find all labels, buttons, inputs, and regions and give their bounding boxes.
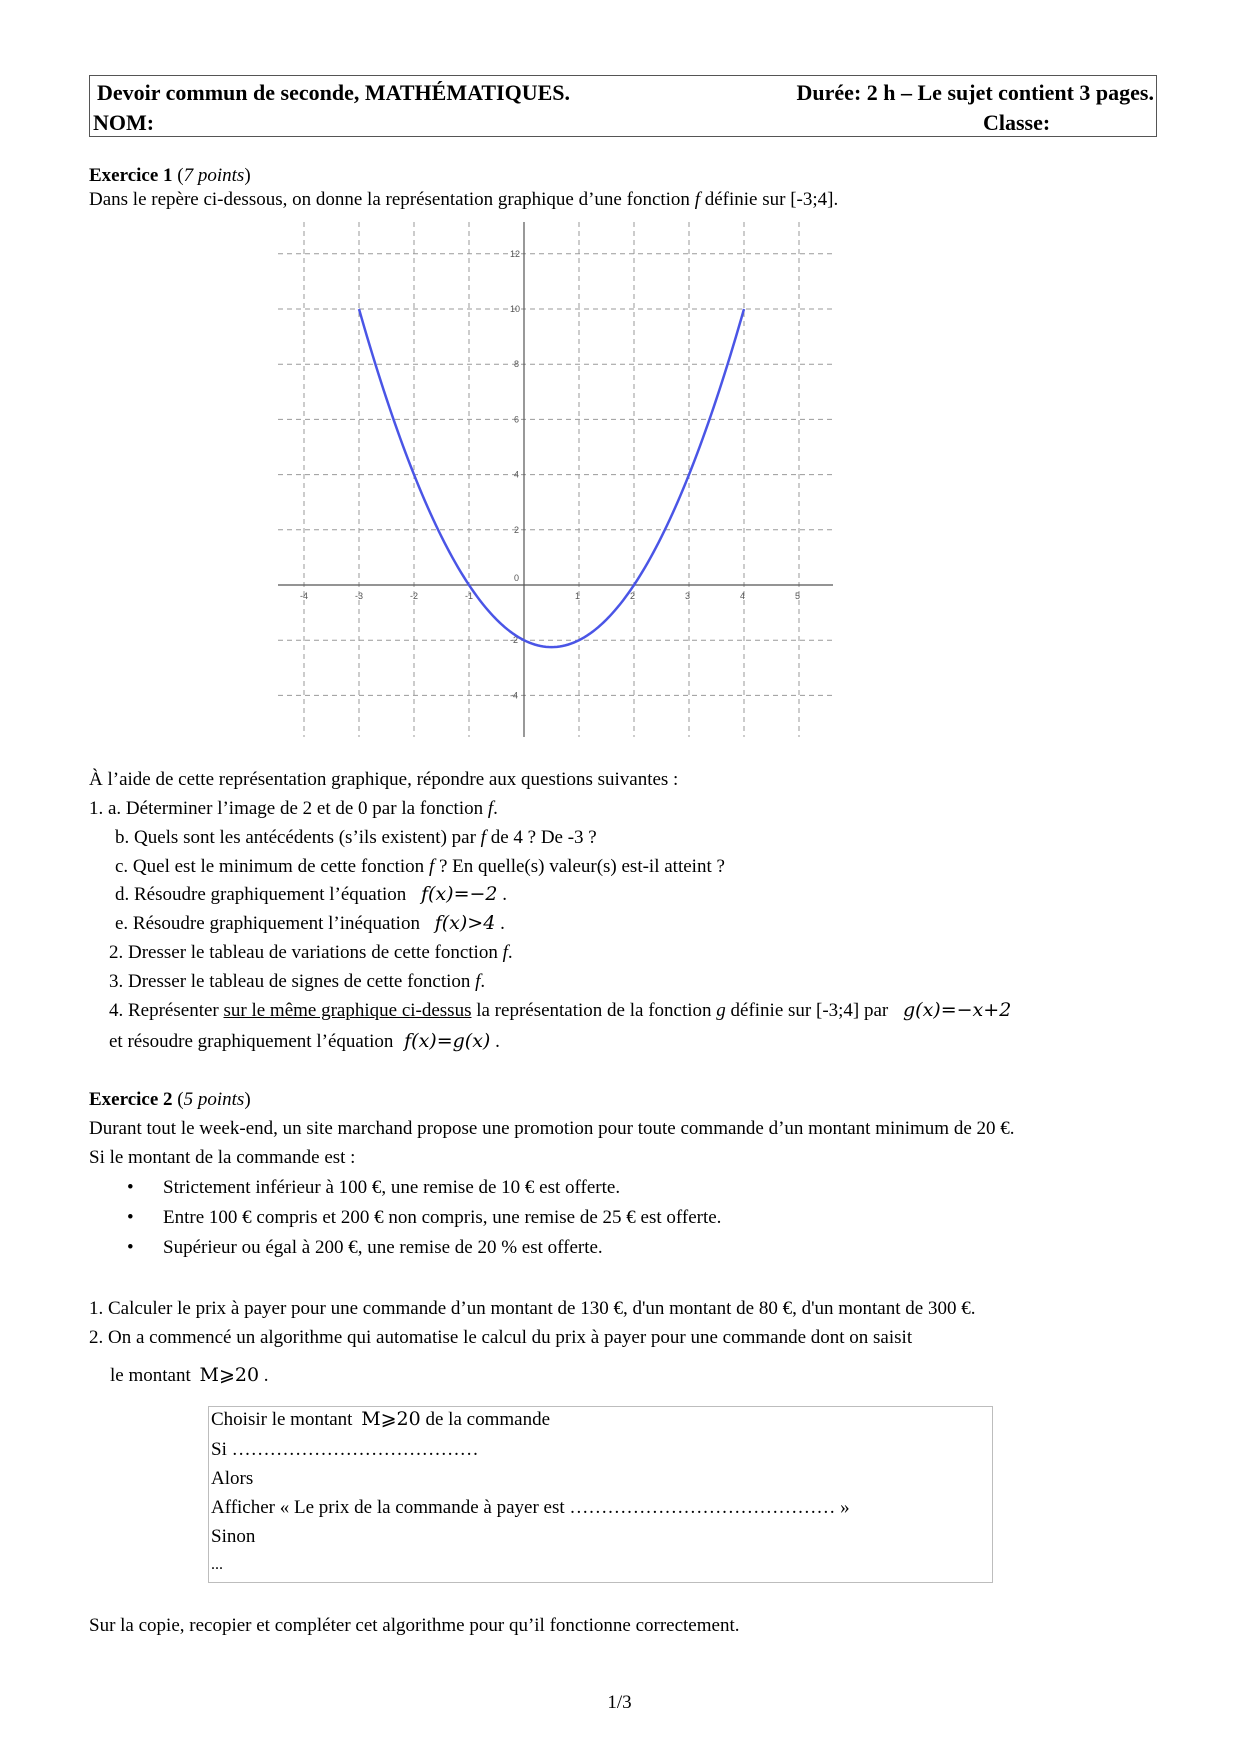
ex1-q4-line2	[109, 1032, 500, 1051]
bullet-marker: •	[127, 1207, 134, 1228]
function-f: f	[475, 971, 481, 992]
exercise-2-points: 5 points	[183, 1089, 245, 1110]
x-tick-label: 4	[740, 591, 746, 601]
bullet-item-2: Entre 100 € compris et 200 € non compris, une remise de 25 € est offerte.	[163, 1207, 722, 1228]
ex1-q1a	[89, 799, 498, 818]
ex2-paragraph-1: Durant tout le week-end, un site marchand propose une promotion pour toute commande d’un montant minimum de 20 €.	[89, 1118, 1015, 1139]
condition-m-ge-20: M⩾20	[199, 1364, 260, 1386]
exercise-1-title: Exercice 1	[89, 165, 173, 186]
class-field-label: Classe:	[983, 110, 1051, 135]
exam-title: Devoir commun de seconde, MATHÉMATIQUES.	[97, 80, 570, 105]
bullet-item-1: Strictement inférieur à 100 €, une remise de 10 € est offerte.	[163, 1177, 621, 1198]
q4-end: .	[490, 1031, 500, 1052]
ex1-q2	[109, 943, 513, 962]
q4-text-2: la représentation de la fonction	[471, 1000, 717, 1021]
q3-text: 3. Dresser le tableau de signes de cette fonction	[109, 971, 476, 992]
ex1-q4	[109, 1001, 1011, 1020]
q4-text: 4. Représenter	[109, 1000, 224, 1021]
x-tick-label: -1	[465, 591, 474, 601]
x-tick-label: 1	[575, 591, 581, 601]
name-field-label: NOM:	[93, 110, 155, 135]
function-f: f	[502, 942, 508, 963]
q3-end: .	[480, 971, 486, 992]
y-tick-label: 2	[514, 524, 520, 535]
ex2-paragraph-2: Si le montant de la commande est :	[89, 1147, 356, 1168]
equation-f-eq-minus2: f(x)=−2	[421, 883, 498, 905]
ex1-q1b	[115, 828, 597, 847]
q2b-text: le montant	[110, 1365, 196, 1386]
y-tick-label: 4	[514, 469, 520, 480]
algo-condition: M⩾20	[361, 1408, 421, 1430]
q1c-text: c. Quel est le minimum de cette fonction	[115, 856, 429, 877]
exercise-2-title: Exercice 2	[89, 1089, 173, 1110]
ex2-q1: 1. Calculer le prix à payer pour une commande d’un montant de 130 €, d'un montant de 80 €, d'un montant de 300 €.	[89, 1298, 976, 1319]
ex1-q1d	[115, 885, 507, 904]
algo-line-1	[211, 1410, 550, 1429]
y-tick-label: -4	[510, 690, 519, 701]
function-f: f	[694, 189, 700, 210]
q2-end: .	[507, 942, 513, 963]
function-g: g	[716, 1000, 726, 1021]
algo-line-4: Afficher « Le prix de la commande à payer est …………………………………… »	[211, 1497, 850, 1518]
paren-close: )	[244, 1089, 251, 1110]
q1a-text: 1. a. Déterminer l’image de 2 et de 0 par la fonction	[89, 798, 488, 819]
equation-f-eq-g: f(x)=g(x)	[404, 1030, 491, 1052]
graph-axes	[278, 222, 833, 737]
y-tick-label: -2	[510, 635, 519, 646]
algo-line-5: Sinon	[211, 1526, 256, 1547]
exercise-1-heading	[89, 166, 251, 185]
q1d-end: .	[497, 884, 508, 905]
algo-line-2: Si …………………………………	[211, 1439, 479, 1460]
paren-close: )	[244, 165, 251, 186]
definition-g: g(x)=−x+2	[903, 999, 1012, 1021]
paren-open: (	[172, 165, 184, 186]
intro-text-end: définie sur [-3;4].	[699, 189, 839, 210]
y-tick-label: 10	[510, 304, 521, 314]
intro-text: Dans le repère ci-dessous, on donne la représentation graphique d’une fonction	[89, 189, 695, 210]
q4-text-3: définie sur [-3;4] par	[725, 1000, 894, 1021]
q1e-end: .	[495, 913, 505, 934]
function-f: f	[480, 827, 486, 848]
function-graph	[278, 222, 843, 742]
inequation-f-gt-4: f(x)>4	[434, 912, 496, 934]
exercise-1-points: 7 points	[183, 165, 245, 186]
ex2-q2: 2. On a commencé un algorithme qui automatise le calcul du prix à payer pour une commande dont on saisit	[89, 1327, 913, 1348]
ex1-lead: À l’aide de cette représentation graphique, répondre aux questions suivantes :	[89, 769, 679, 790]
q1e-text: e. Résoudre graphiquement l’inéquation	[115, 913, 425, 934]
function-f: f	[428, 856, 435, 877]
exam-duration: Durée: 2 h – Le sujet contient 3 pages.	[796, 80, 1154, 105]
q1a-end: .	[493, 798, 498, 819]
q2-text: 2. Dresser le tableau de variations de cette fonction	[109, 942, 503, 963]
y-tick-label: 0	[514, 573, 520, 583]
exercise-1-intro	[89, 190, 838, 209]
x-tick-label: -4	[300, 591, 309, 601]
q1c-end: ? En quelle(s) valeur(s) est-il atteint ?	[434, 856, 725, 877]
bullet-marker: •	[127, 1177, 134, 1198]
x-tick-label: 3	[685, 591, 691, 601]
q1b-text: b. Quels sont les antécédents (s’ils existent) par	[115, 827, 481, 848]
ex2-closing: Sur la copie, recopier et compléter cet algorithme pour qu’il fonctionne correctement.	[89, 1615, 740, 1636]
q4-text-4: et résoudre graphiquement l’équation	[109, 1031, 399, 1052]
algo-l1-end: de la commande	[420, 1409, 551, 1430]
ex1-q3	[109, 972, 485, 991]
q1b-end: de 4 ? De -3 ?	[485, 827, 597, 848]
x-tick-label: 5	[795, 591, 801, 601]
algo-line-3: Alors	[211, 1468, 254, 1489]
ex2-q2-line2	[110, 1366, 269, 1385]
paren-open: (	[172, 1089, 184, 1110]
algo-line-6: ...	[211, 1556, 223, 1573]
algorithm-box	[208, 1406, 993, 1583]
y-tick-label: 6	[514, 414, 520, 425]
function-f: f	[487, 798, 494, 819]
graph-grid	[278, 222, 833, 737]
bullet-item-3: Supérieur ou égal à 200 €, une remise de 20 % est offerte.	[163, 1237, 603, 1258]
q2b-end: .	[259, 1365, 269, 1386]
q4-underlined: sur le même graphique ci-dessus	[223, 1000, 472, 1021]
algo-l1-text: Choisir le montant	[211, 1409, 358, 1430]
exercise-2-heading	[89, 1090, 251, 1109]
y-tick-label: 12	[510, 248, 521, 259]
ex1-q1c	[115, 857, 725, 876]
x-tick-label: -2	[410, 591, 419, 601]
x-tick-label: 2	[630, 591, 636, 601]
ex1-q1e	[115, 914, 505, 933]
q1d-text: d. Résoudre graphiquement l’équation	[115, 884, 412, 905]
x-tick-label: -3	[355, 591, 364, 601]
bullet-marker: •	[127, 1237, 134, 1258]
y-tick-label: 8	[514, 359, 520, 370]
page-number: 1/3	[607, 1692, 632, 1713]
